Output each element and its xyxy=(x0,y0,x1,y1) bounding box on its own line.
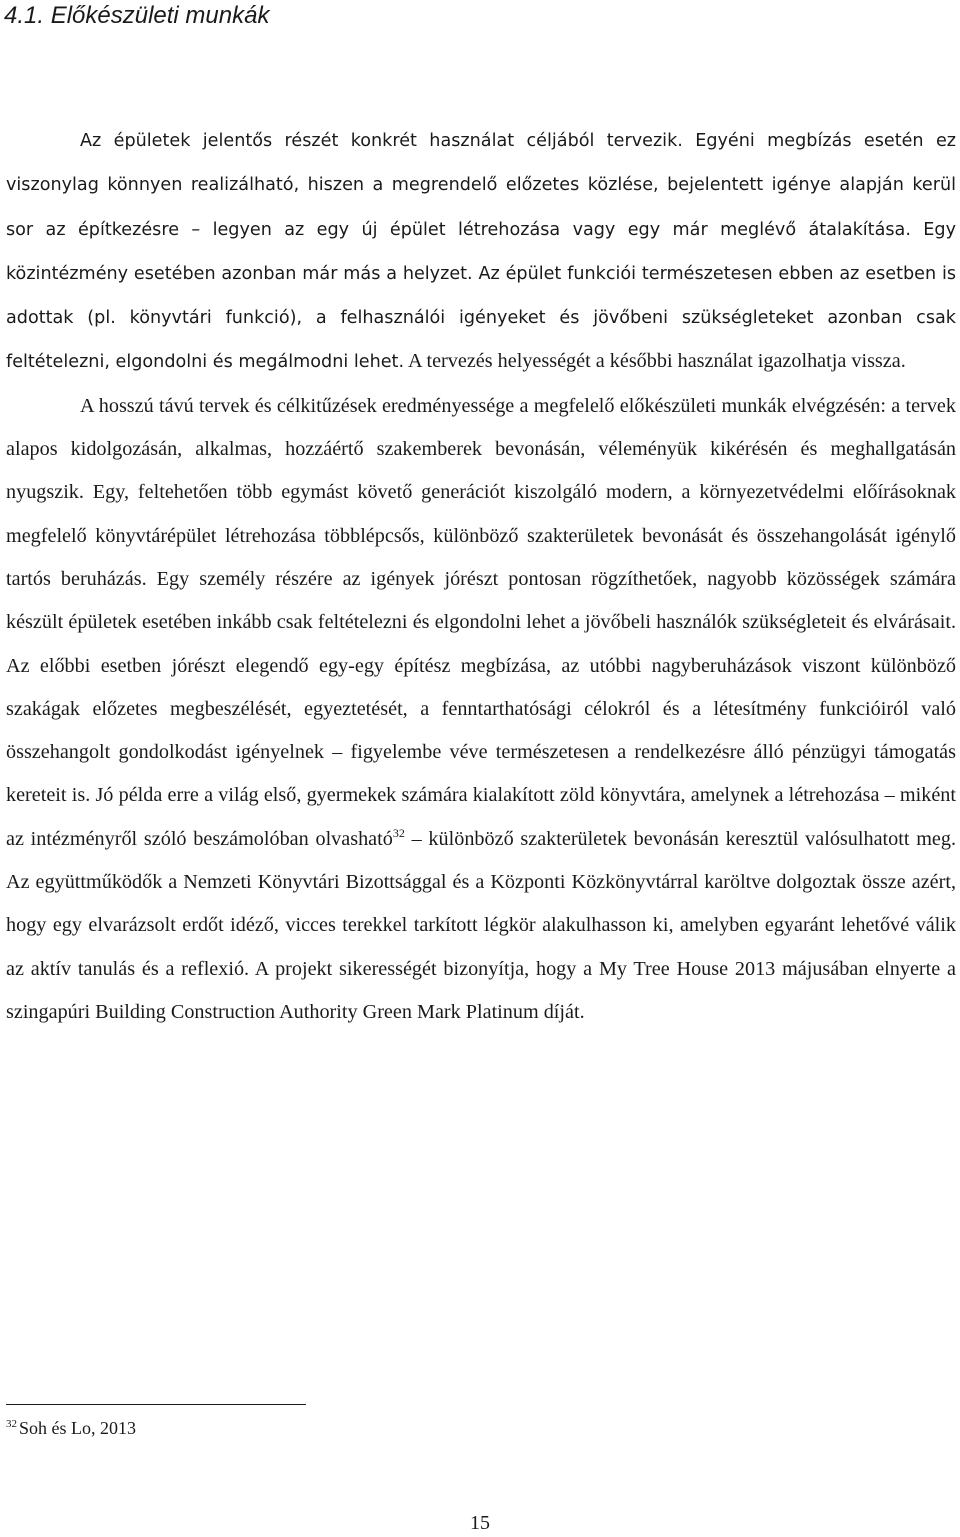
paragraph-2 xyxy=(6,385,956,1034)
footnote xyxy=(6,1416,136,1440)
paragraph-2-text-before-ref: A hosszú távú tervek és célkitűzések eredményessége a megfelelő előkészületi munkák elvégzésén: a tervek alapos kidolgozásán, alkalmas, hozzáértő szakemberek bevonásán, véleményük kikérésén és meghallgatásán nyugszik. Egy, feltehetően több egymást követő generációt kiszolgáló modern, a környezetvédelmi előírásoknak megfelelő könyvtárépület létrehozása többlépcsős, különböző szakterületek bevonását és összehangolását igénylő tartós beruházás. Egy személy részére az igények jórészt pontosan rögzíthetőek, nagyobb közösségek számára készült épületek esetében inkább csak feltételezni és elgondolni lehet a jövőbeli használók szükségleteit és elvárásait. Az előbbi esetben jórészt elegendő egy-egy építész megbízása, az utóbbi nagyberuházások viszont különböző szakágak előzetes megbeszélését, egyeztetését, a fenntarthatósági célokról és a létesítmény funkcióiról való összehangolt gondolkodást igényelnek – figyelembe véve természetesen a rendelkezésre álló pénzügyi támogatás kereteit is. Jó példa erre a világ első, gyermekek számára kialakított zöld könyvtára, amelynek a létrehozása – miként az intézményről szóló beszámolóban olvasható xyxy=(6,394,956,850)
paragraph-2-text-after-ref: – különböző szakterületek bevonásán keresztül valósulhatott meg. Az együttműködők a Nemzeti Könyvtári Bizottsággal és a Központi Közkönyvtárral karöltve dolgoztak össze azért, hogy egy elvarázsolt erdőt idéző, vicces terekkel tarkított légkör alakulhasson ki, amelyben egyaránt lehetővé válik az aktív tanulás és a reflexió. A projekt sikerességét bizonyítja, hogy a My Tree House 2013 májusában elnyerte a szingapúri Building Construction Authority Green Mark Platinum díját. xyxy=(6,827,957,1023)
page-number: 15 xyxy=(470,1512,490,1534)
footnote-reference[interactable]: 32 xyxy=(392,825,405,840)
section-heading: 4.1. Előkészületi munkák xyxy=(4,2,270,29)
footnote-text: Soh és Lo, 2013 xyxy=(19,1418,136,1438)
paragraph-1-sans-text: Az épületek jelentős részét konkrét használat céljából tervezik. Egyéni megbízás esetén ez viszonylag könnyen realizálható, hiszen a megrendelő előzetes közlése, bejelentett igénye alapján kerül sor az építkezésre – legyen az egy új épület létrehozása vagy egy már meglévő átalakítása. Egy közintézmény esetében azonban már más a helyzet. Az épület funkciói természetesen ebben az esetben is adottak (pl. könyvtári funkció), a felhasználói igényeket és jövőbeni szükségleteket azonban csak feltételezni, elgondolni és megálmodni lehet. xyxy=(6,131,956,373)
paragraph-1-serif-text: A tervezés helyességét a későbbi használat igazolhatja vissza. xyxy=(404,350,906,373)
footnote-number: 32 xyxy=(6,1418,17,1430)
paragraph-1 xyxy=(6,119,956,385)
footnote-separator xyxy=(6,1404,306,1405)
body-text xyxy=(6,119,956,1034)
